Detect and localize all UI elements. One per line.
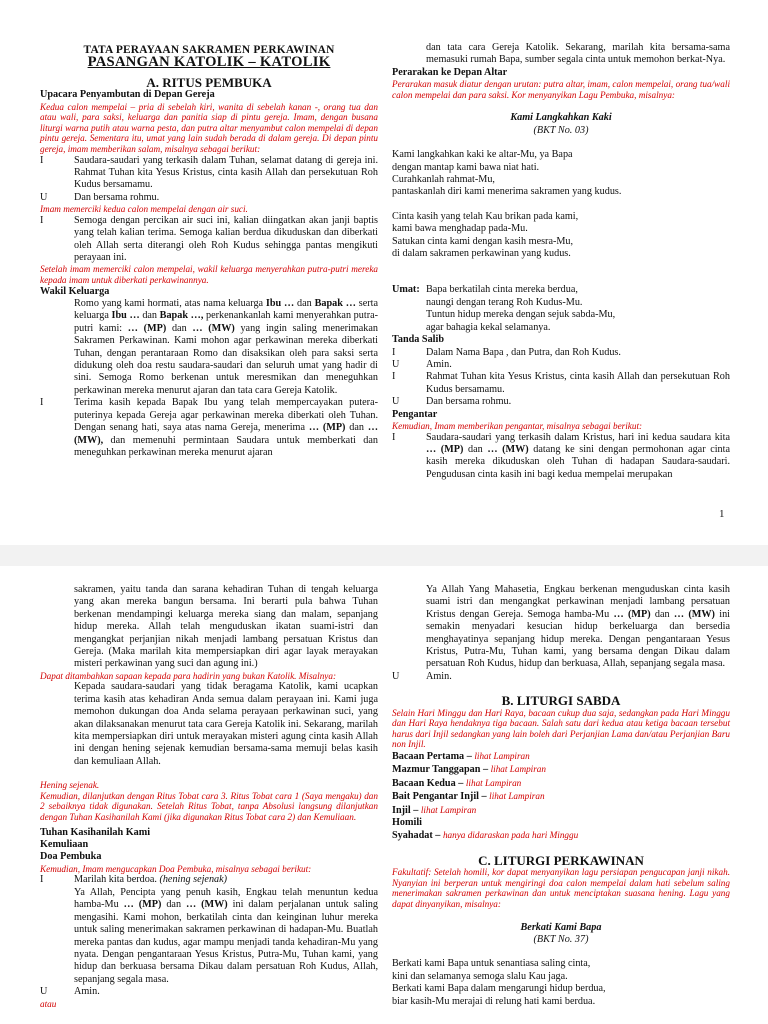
reading-label: Bait Pengantar Injil – [392,791,487,803]
song1-ref: (BKT No. 03) [533,124,589,136]
song1-line: Kami langkahkan kaki ke altar-Mu, ya Bapa [392,149,573,161]
alt-doa-text: Ya Allah Yang Mahasetia, Engkau berkenan menguduskan cinta kasih suami istri dan mengangkat perkawinan menjadi lambang persatuan Kristus dengan Gereja. Semoga hamba-Mu … (MP) dan … (MW) ini semakin menyadari kesucian hidup berkeluarga dan bersedia menghayatinya sepanjang hidup mereka. Dengan pengantaraan Yesus Kristus, Putra-Mu, Tuhan kami, yang bersama dengan Dikau dalam persatuan Roh Kudus, hidup dan berkuasa, Allah, sepanjang segala masa. [426,584,730,670]
document-page-2 [0,566,768,1024]
pengantar-imam [392,432,730,482]
speaker-label: U [392,396,400,408]
reading-ref: lihat Lampiran [489,791,545,802]
reading-item [392,817,730,829]
doa-invitation: Marilah kita berdoa. [74,874,157,886]
tuhan-kasihanilah-heading: Tuhan Kasihanilah Kami [40,826,151,838]
song2-ref: (BKT No. 37) [533,934,589,946]
reading-ref: lihat Lampiran [490,764,546,775]
percik-imam [40,215,378,265]
song1-line: kami bawa menghadap pada-Mu. [392,223,528,235]
pengantar-rubric: Kemudian, Imam memberikan pengantar, misalnya sebagai berikut: [392,420,643,431]
doa-note: (hening sejenak) [159,874,228,886]
reading-label: Homili [392,817,422,829]
page2-left-column [40,584,378,1009]
upacara-heading: Upacara Penyambutan di Depan Gereja [40,89,215,101]
section-liturgi-sabda: B. LITURGI SABDA [501,693,621,709]
speaker-label: U [40,986,48,998]
section-liturgi-perkawinan: C. LITURGI PERKAWINAN [478,852,644,868]
percik-imam-text: Semoga dengan percikan air suci ini, kalian diingatkan akan janji baptis yang telah kalian terima. Semoga kalian berdua dikuduskan dan diberkati oleh Allah serta diterangi oleh Roh Kudus sehingga pantas mengikuti perayaan ini. [74,214,378,264]
tanda-salib-heading: Tanda Salib [392,334,445,346]
reading-ref: hanya didaraskan pada hari Minggu [442,830,579,841]
doc-title-line2: PASANGAN KATOLIK – KATOLIK [87,54,331,71]
atau-rubric: atau [40,998,57,1009]
wakil-text: Romo yang kami hormati, atas nama keluarga Ibu … dan Bapak … serta keluarga Ibu … dan Bapak …, perkenankanlah kami menyerahkan putra-putri kami: … (MP) dan … (MW) yang ingin saling menerimakan Sakramen Perkawinan. Kami mohon agar perkawinan mereka diberkati Tuhan, dengan perantaraan Romo dan disaksikan oleh para saksi serta didukung oleh doa restu saudara-saudari dan seluruh umat yang hadir di sini. Semoga Romo berkenan untuk meresmikan dan meneguhkan perkawinan mereka menurut ajaran dan tata cara Gereja Katolik. [74,298,378,396]
speaker-label: I [40,397,44,409]
doa-text: Ya Allah, Pencipta yang penuh kasih, Engkau telah menuntun kedua hamba-Mu … (MP) dan … (MW) ini dalam perjalanan untuk saling mengasihi. Kami mohon, berkatilah cinta dan keinginan luhur mereka untuk saling menerimakan sakramen perkawinan di hadapan-Mu. Buatlah mereka pantas dan kudus, agar mampu menjadi tanda kehadiran-Mu yang nyata. Dengan pengantaraan Yesus Kristus, Putra-Mu, Tuhan kami, yang hidup dan berkuasa bersama Dikau dalam persatuan Roh Kudus, Allah, sepanjang segala masa. [74,886,378,985]
speaker-label: I [40,874,44,886]
doa-umat-text: Amin. [74,986,100,998]
wakil-heading: Wakil Keluarga [40,285,110,297]
page2-right-column [392,584,730,1008]
doa-imam [40,874,378,886]
umat-label: Umat: [392,284,420,296]
speaker-label: I [40,214,44,226]
speaker-label: U [392,670,400,682]
tobat-rubric: Kemudian, dilanjutkan dengan Ritus Tobat cara 3. Ritus Tobat cara 1 (Saya mengaku) dan 2 sebaiknya tidak digunakan. Setelah Ritus Tobat, tanpa Absolusi langsung dilanjutkan dengan Tuhan Kasihanilah Kami (jika digunakan Ritus Tobat cara 2) dan Kemuliaan. [40,790,378,823]
song1-line: Satukan cinta kami dengan kasih mesra-Mu, [392,235,574,247]
speaker-label: U [392,358,400,370]
song2-title: Berkati Kami Bapa [520,921,602,933]
reading-item [392,763,730,776]
doa-pembuka-heading: Doa Pembuka [40,851,102,863]
song1-line: di dalam sakramen perkawinan yang kudus. [392,248,571,260]
reading-item [392,829,730,842]
alt-doa-umat [392,671,730,683]
tanda-imam-2-text: Rahmat Tuhan kita Yesus Kristus, cinta kasih Allah dan persekutuan Roh Kudus bersamamu. [426,371,730,395]
wakil-rubric: Setelah imam memerciki calon mempelai, wakil keluarga menyerahkan putra-putri mereka kepada imam untuk diberkati perkawinannya. [40,264,378,286]
song1-title: Kami Langkahkan Kaki [510,112,612,124]
tanda-umat-1-text: Amin. [426,358,452,370]
umat-line: naungi dengan terang Roh Kudus-Mu. [426,296,583,308]
percik-rubric: Imam memerciki kedua calon mempelai dengan air suci. [40,204,248,215]
tanda-imam-1-text: Dalam Nama Bapa , dan Putra, dan Roh Kudus. [426,346,621,358]
umat-line: agar bahagia kekal selamanya. [426,321,551,333]
reading-label: Mazmur Tanggapan – [392,764,489,776]
reading-item [392,804,730,817]
song2-line: Berkati kami Bapa untuk senantiasa saling cinta, [392,958,591,970]
reading-ref: lihat Lampiran [420,804,477,815]
speaker-label: U [40,191,48,203]
tanda-umat-2 [392,396,730,408]
reading-label: Syahadat – [392,830,441,842]
doa-umat [40,986,378,998]
salam-imam-text: Saudara-saudari yang terkasih dalam Tuhan, selamat datang di gereja ini. Rahmat Tuhan kita Yesus Kristus, cinta kasih Allah dan persekutuan Roh Kudus bersamamu. [74,154,378,191]
reading-ref: lihat Lampiran [465,777,522,788]
tanda-imam-1 [392,347,730,359]
speaker-label: I [392,431,396,443]
tanda-umat-2-text: Dan bersama rohmu. [426,396,512,408]
tanda-imam-2 [392,371,730,396]
upacara-rubric: Kedua calon mempelai – pria di sebelah kiri, wanita di sebelah kanan -, orang tua dan atau wali, para saksi, keluarga dan panitia siap di pintu gereja. Imam, dengan busana liturgi warna putih atau warna pesta, dan putra altar menyambut calon mempelai di depan pintu gereja. Sementara itu, umat yang lain sudah berada di dalam gereja. Di depan pintu gereja, imam memberikan salam, misalnya sebagai berikut: [40,101,378,154]
salam-imam [40,155,378,192]
song2-line: kini dan selamanya semoga slalu Kau jaga. [392,970,568,982]
tanda-umat-1 [392,359,730,371]
reading-label: Bacaan Pertama – [392,751,472,763]
pengantar-heading: Pengantar [392,408,438,420]
song2-line: biar kasih-Mu merajai di relung hati kami berdua. [392,995,596,1007]
continued-text: sakramen, yaitu tanda dan sarana kehadiran Tuhan di tengah keluarga yang akan mereka bangun bersama. Ini berarti pula bahwa Tuhan berkenan mendampingi keluarga mereka siang dan malam, sepanjang hidup mereka. Allah telah menguduskan ikatan suami-istri dan mengangkat perjanjian nikah menjadi lambang persatuan Kristus dan Gereja. (Maka marilah kita mempersiapkan diri agar layak merayakan misteri perkawinan yang suci dan agung ini.) [74,584,378,670]
reading-ref: lihat Lampiran [474,751,530,762]
continued-text: dan tata cara Gereja Katolik. Sekarang, marilah kita bersama-sama memasuki rumah Bapa, sumber segala cinta untuk memohon berkat-Nya. [426,42,730,66]
speaker-label: I [40,154,44,166]
reading-label: Injil – [392,804,419,816]
terima-imam [40,397,378,459]
song1-line: Cinta kasih yang telah Kau brikan pada kami, [392,210,579,222]
hadirin-rubric: Dapat ditambahkan sapaan kepada para hadirin yang bukan Katolik. Misalnya: [40,670,337,681]
section-ritus-pembuka: A. RITUS PEMBUKA [146,74,272,90]
salam-umat [40,192,378,204]
page-separator [0,545,768,566]
salam-umat-text: Dan bersama rohmu. [74,191,160,203]
song1-line: Curahkanlah rahmat-Mu, [392,174,495,186]
reading-label: Bacaan Kedua – [392,777,464,789]
terima-imam-text: Terima kasih kepada Bapak Ibu yang telah mempercayakan putera-puterinya kepada Gereja agar perkawinan mereka diberkati oleh Tuhan. Dengan senang hati, saya atas nama Gereja, menerima … (MP) dan … (MW), dan memenuhi permintaan Saudara untuk memberkati dan meneguhkan perkawinan mereka menurut ajaran [74,397,378,458]
song2-line: Berkati kami Bapa dalam mengarungi hidup berdua, [392,983,606,995]
reading-item [392,790,730,803]
page1-left-column [40,44,378,459]
page1-right-column [392,42,730,481]
sabda-rubric: Selain Hari Minggu dan Hari Raya, bacaan cukup dua saja, sedangkan pada Hari Minggu dan Hari Raya hendaknya tiga bacaan. Salah satu dari kedua atau ketiga bacaan tersebut harus dari Injil sedangkan yang lain boleh dari Perjanjian Lama dan/atau Perjanjian Baru non Injil. [392,707,730,750]
umat-line: Tuntun hidup mereka dengan sejuk sabda-Mu, [426,309,616,321]
kemuliaan-heading: Kemuliaan [40,839,89,851]
doc-title-line1: TATA PERAYAAN SAKRAMEN PERKAWINAN [83,44,335,56]
doa-rubric: Kemudian, Imam mengucapkan Doa Pembuka, misalnya sebagai berikut: [40,863,312,874]
umat-line: Bapa berkatilah cinta mereka berdua, [426,284,578,296]
reading-item [392,777,730,790]
song1-line: dengan mantap kami bawa niat hati. [392,161,540,173]
speaker-label: I [392,346,396,358]
perkawinan-rubric: Fakultatif: Setelah homili, kor dapat menyanyikan lagu persiapan pengucapan janji nikah. Nyanyian ini berperan untuk mengiringi doa calon mempelai dalam hati sebelum saling menerimakan sakramen perkawinan dan untuk menciptakan suasana hening. Lagu yang dapat dinyanyikan, misalnya: [392,867,730,910]
hadirin-text: Kepada saudara-saudari yang tidak beragama Katolik, kami ucapkan terima kasih atas kehadiran Anda semua dalam perayaan ini. Kami juga memohon dukungan doa Anda selama perayaan perkawinan suci, yang akan dilaksanakan menurut tata cara Gereja Katolik ini. Sekarang, marilah kita mempersiapkan diri untuk merayakan misteri agung cinta kasih Allah ini dengan hening sejenak kemudian bersama-sama memuji belas kasih dan kemuliaan Allah. [74,681,378,767]
reading-item [392,750,730,763]
alt-doa-umat-text: Amin. [426,670,452,682]
perarakan-rubric: Perarakan masuk diatur dengan urutan: putra altar, imam, calon mempelai, orang tua/wali calon mempelai dan para saksi. Kor menyanyikan Lagu Pembuka, misalnya: [392,79,730,100]
hening-rubric: Hening sejenak. [40,780,100,791]
page-number: 1 [719,508,725,520]
pengantar-imam-text: Saudara-saudari yang terkasih dalam Kristus, hari ini kedua saudara kita … (MP) dan … (MW) datang ke sini dengan permohonan agar cinta kasih mereka dikuduskan oleh Tuhan di hadapan Saudara-saudari. Pengudusan cinta kasih ini bagi kedua mempelai merupakan [426,431,730,480]
speaker-label: I [392,371,396,383]
umat-refrain [392,284,730,296]
song1-line: pantaskanlah diri kami menerima sakramen yang kudus. [392,186,622,198]
perarakan-heading: Perarakan ke Depan Altar [392,66,508,78]
